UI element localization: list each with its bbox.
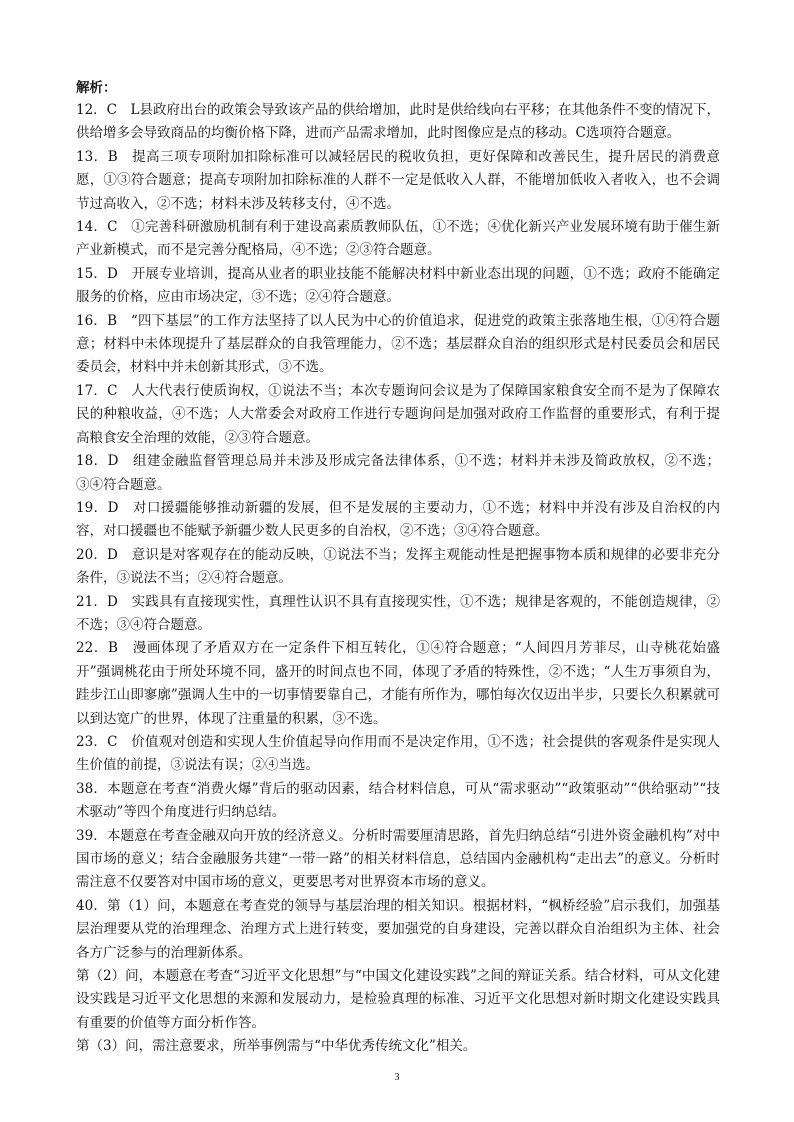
analysis-item-22: 22．B 漫画体现了矛盾双方在一定条件下相互转化，①④符合题意；“人间四月芳菲尽，山寺桃花始盛开”强调桃花由于所处环境不同，盛开的时间点也不同，体现了矛盾的特殊性，②不选；“人生万事须自为，跬步江山即寥廓”强调人生中的一切事情要靠自己，才能有所作为，哪怕每次仅迈出半步，只要长久积累就可以到达宽广的世界，体现了注重量的积累，③不选。 — [76, 640, 720, 727]
analysis-item-40-part-2: 第（2）问，本题意在考查“习近平文化思想”与“中国文化建设实践”之间的辩证关系。结合材料，可从文化建设实践是习近平文化思想的来源和发展动力，是检验真理的标准、习近平文化思想对新时期文化建设实践具有重要的价值等方面分析作答。 — [76, 968, 720, 1031]
analysis-item-40-part-3: 第（3）问，需注意要求，所举事例需与“中华优秀传统文化”相关。 — [76, 1038, 477, 1055]
analysis-item-39: 39．本题意在考查金融双向开放的经济意义。分析时需要厘清思路，首先归纳总结“引进外资金融机构”对中国市场的意义；结合金融服务共建“一带一路”的相关材料信息，总结国内金融机构“走出去”的意义。分析时需注意不仅要答对中国市场的意义，更要思考对世界资本市场的意义。 — [76, 827, 720, 891]
analysis-item-16: 16．B “四下基层”的工作方法坚持了以人民为中心的价值追求，促进党的政策主张落地生根，①④符合题意；材料中未体现提升了基层群众的自我管理能力，②不选；基层群众自治的组织形式是村民委员会和居民委员会，材料中并未创新其形式，③不选。 — [76, 312, 720, 376]
analysis-item-23: 23．C 价值观对创造和实现人生价值起导向作用而不是决定作用，①不选；社会提供的客观条件是实现人生价值的前提，③说法有误；②④当选。 — [76, 733, 720, 774]
analysis-item-17: 17．C 人大代表行使质询权，①说法不当；本次专题询问会议是为了保障国家粮食安全而不是为了保障农民的种粮收益，④不选；人大常委会对政府工作进行专题询问是加强对政府工作监督的重要形式，有利于提高粮食安全治理的效能，②③符合题意。 — [76, 382, 720, 446]
analysis-item-21: 21．D 实践具有直接现实性，真理性认识不具有直接现实性，①不选；规律是客观的，不能创造规律，②不选；③④符合题意。 — [76, 593, 720, 633]
analysis-item-19: 19．D 对口援疆能够推动新疆的发展，但不是发展的主要动力，①不选；材料中并没有涉及自治权的内容，对口援疆也不能赋予新疆少数人民更多的自治权，②不选；③④符合题意。 — [76, 499, 720, 540]
analysis-item-38: 38．本题意在考查“消费火爆”背后的驱动因素，结合材料信息，可从“需求驱动”“政策驱动”“供给驱动”“技术驱动”等四个角度进行归纳总结。 — [76, 780, 720, 821]
analysis-item-20: 20．D 意识是对客观存在的能动反映，①说法不当；发挥主观能动性是把握事物本质和规律的必要非充分条件，③说法不当；②④符合题意。 — [76, 546, 720, 587]
analysis-item-40-part-1: 40．第（1）问，本题意在考查党的领导与基层治理的相关知识。根据材料，“枫桥经验”启示我们，加强基层治理要从党的治理理念、治理方式上进行转变，要加强党的自身建设，完善以群众自治组织为主体、社会各方广泛参与的治理新体系。 — [76, 897, 720, 961]
analysis-item-15: 15．D 开展专业培训，提高从业者的职业技能不能解决材料中新业态出现的问题，①不选；政府不能确定服务的价格，应由市场决定，③不选；②④符合题意。 — [76, 265, 720, 306]
analysis-item-13: 13．B 提高三项专项附加扣除标准可以减轻居民的税收负担，更好保障和改善民生，提升居民的消费意愿，①③符合题意；提高专项附加扣除标准的人群不一定是低收入人群，不能增加低收入者收入，也不会调节过高收入，②不选；材料未涉及转移支付，④不选。 — [76, 148, 720, 212]
page-number: 3 — [394, 1072, 400, 1083]
analysis-item-14: 14．C ①完善科研激励机制有利于建设高素质教师队伍，①不选；④优化新兴产业发展环境有助于催生新产业新模式，而不是完善分配格局，④不选；②③符合题意。 — [76, 219, 720, 259]
section-heading: 解析： — [76, 80, 117, 96]
answer-analysis-section — [76, 78, 720, 1059]
analysis-item-18: 18．D 组建金融监督管理总局并未涉及形成完备法律体系，①不选；材料并未涉及简政放权，②不选；③④符合题意。 — [76, 453, 720, 493]
analysis-item-12: 12．C L县政府出台的政策会导致该产品的供给增加，此时是供给线向右平移；在其他条件不变的情况下，供给增多会导致商品的均衡价格下降，进而产品需求增加，此时图像应是点的移动。C选项符合题意。 — [76, 102, 720, 142]
